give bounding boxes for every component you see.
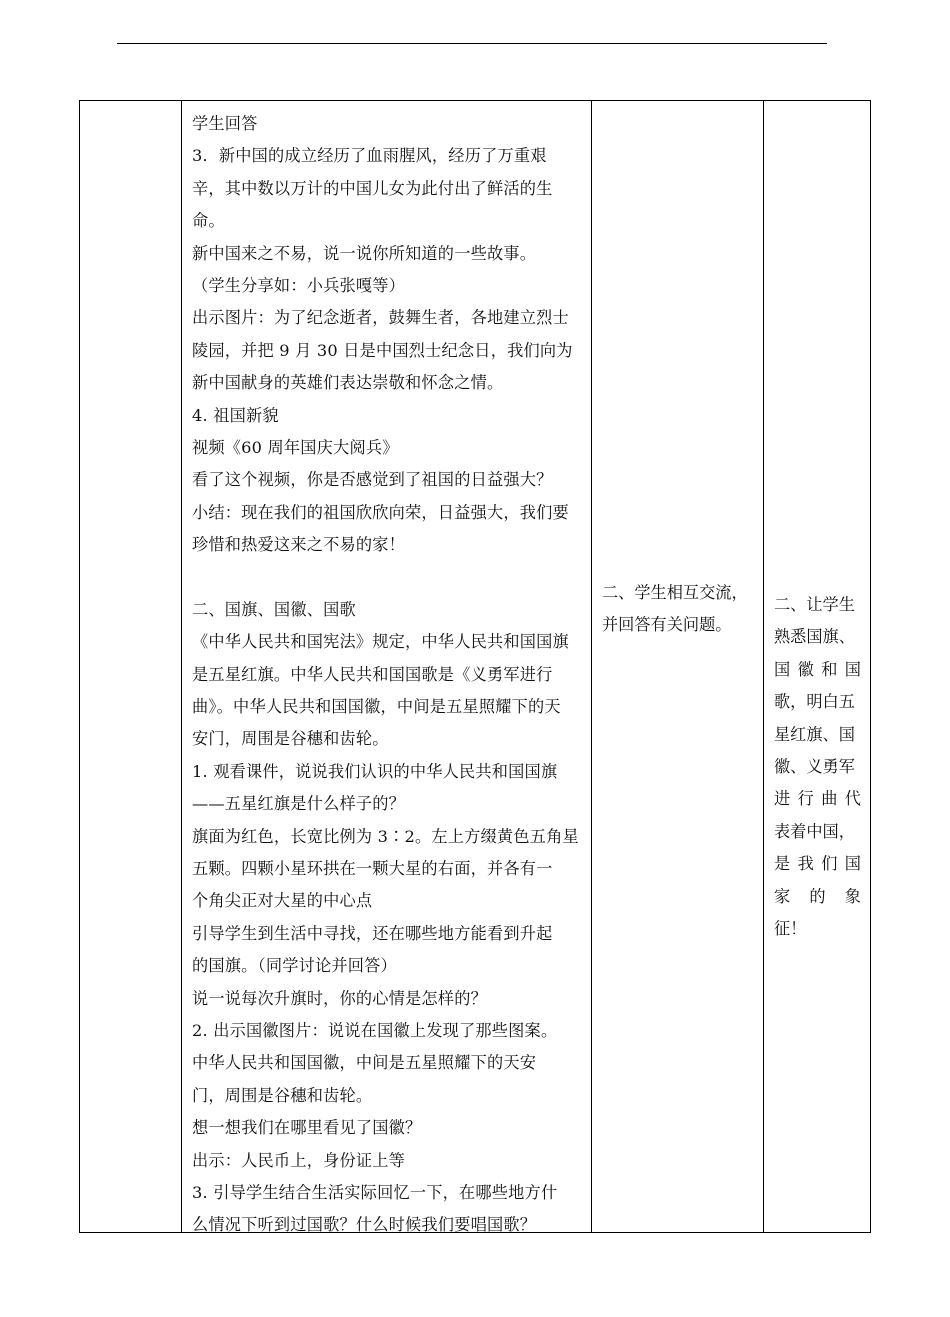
text-line: 出示图片：为了纪念逝者，鼓舞生者，各地建立烈士 (192, 308, 569, 328)
text-line: 看了这个视频，你是否感觉到了祖国的日益强大？ (192, 470, 553, 490)
text-line: 二、学生相互交流， (602, 583, 748, 602)
text-line: 视频《60 周年国庆大阅兵》 (192, 437, 399, 457)
text-line: 徽、义勇军 (774, 756, 855, 776)
text-line: 二、国旗、国徽、国歌 (192, 599, 356, 619)
text-line: 门，周围是谷穗和齿轮。 (192, 1085, 373, 1105)
text-line: 二、让学生 (774, 595, 855, 614)
text-line: 《中华人民共和国宪法》规定，中华人民共和国国旗 (192, 632, 569, 652)
design-intent-text (774, 589, 861, 945)
text-line: 小结：现在我们的祖国欣欣向荣，日益强大，我们要 (192, 502, 569, 522)
column-teaching-process (182, 101, 592, 1235)
header-rule (117, 43, 827, 44)
text-line: 熟悉国旗、 (774, 627, 855, 647)
text-line: 中华人民共和国国徽，中间是五星照耀下的天安 (192, 1053, 537, 1073)
text-line: 安门，周围是谷穗和齿轮。 (192, 729, 389, 749)
text-line: 3．新中国的成立经历了血雨腥风，经历了万重艰 (192, 146, 547, 166)
lesson-table (79, 100, 871, 1233)
text-line: 新中国献身的英雄们表达崇敬和怀念之情。 (192, 373, 504, 393)
text-line: （学生分享如：小兵张嘎等） (192, 275, 406, 295)
text-line: 引导学生到生活中寻找，还在哪些地方能看到升起 (192, 923, 553, 943)
column-design-intent (764, 101, 870, 1232)
text-line: 辛，其中数以万计的中国儿女为此付出了鲜活的生 (192, 178, 553, 198)
text-line: 新中国来之不易，说一说你所知道的一些故事。 (192, 243, 537, 263)
text-line: 是五星红旗。中华人民共和国国歌是《义勇军进行 (192, 664, 553, 684)
text-line: 2. 出示国徽图片：说说在国徽上发现了那些图案。 (192, 1020, 558, 1040)
text-line: 陵园，并把 9 月 30 日是中国烈士纪念日，我们向为 (192, 340, 573, 360)
text-line: 是我们国 (774, 854, 861, 874)
text-line: 1. 观看课件，说说我们认识的中华人民共和国国旗 (192, 761, 558, 781)
text-line: 家的象 (774, 886, 861, 906)
text-line: 想一想我们在哪里看见了国徽？ (192, 1118, 422, 1138)
text-line: 4. 祖国新貌 (192, 405, 279, 425)
text-line: 国徽和国 (774, 659, 861, 679)
column-blank (80, 101, 182, 1232)
text-line: 旗面为红色，长宽比例为 3∶2。左上方缀黄色五角星 (192, 826, 579, 846)
text-line: 3. 引导学生结合生活实际回忆一下，在哪些地方什 (192, 1182, 558, 1202)
text-line: 曲》。中华人民共和国国徽，中间是五星照耀下的天 (192, 697, 561, 717)
text-line: 说一说每次升旗时，你的心情是怎样的？ (192, 988, 487, 1008)
text-line: ——五星红旗是什么样子的？ (192, 794, 406, 814)
text-line: 的国旗。（同学讨论并回答） (192, 956, 397, 976)
text-line: 学生回答 (192, 114, 258, 133)
text-line: 并回答有关问题。 (602, 615, 732, 635)
text-line: 命。 (192, 211, 225, 231)
text-line: 歌，明白五 (774, 692, 855, 712)
text-line: 出示：人民币上，身份证上等 (192, 1150, 406, 1170)
text-line: 表着中国， (774, 821, 855, 841)
text-line: 个角尖正对大星的中心点 (192, 891, 373, 911)
column-student-activity (592, 101, 764, 1232)
text-line: 五颗。四颗小星环拱在一颗大星的右面，并各有一 (192, 858, 553, 878)
text-line: 么情况下听到过国歌？什么时候我们要唱国歌？ (192, 1215, 537, 1235)
teaching-process-text (192, 108, 584, 1242)
text-line: 珍惜和热爱这来之不易的家！ (192, 535, 406, 555)
text-line: 征！ (774, 918, 807, 938)
text-line: 星红旗、国 (774, 724, 855, 744)
text-line (192, 561, 584, 593)
text-line: 进行曲代 (774, 789, 861, 809)
student-activity-text (602, 577, 757, 642)
